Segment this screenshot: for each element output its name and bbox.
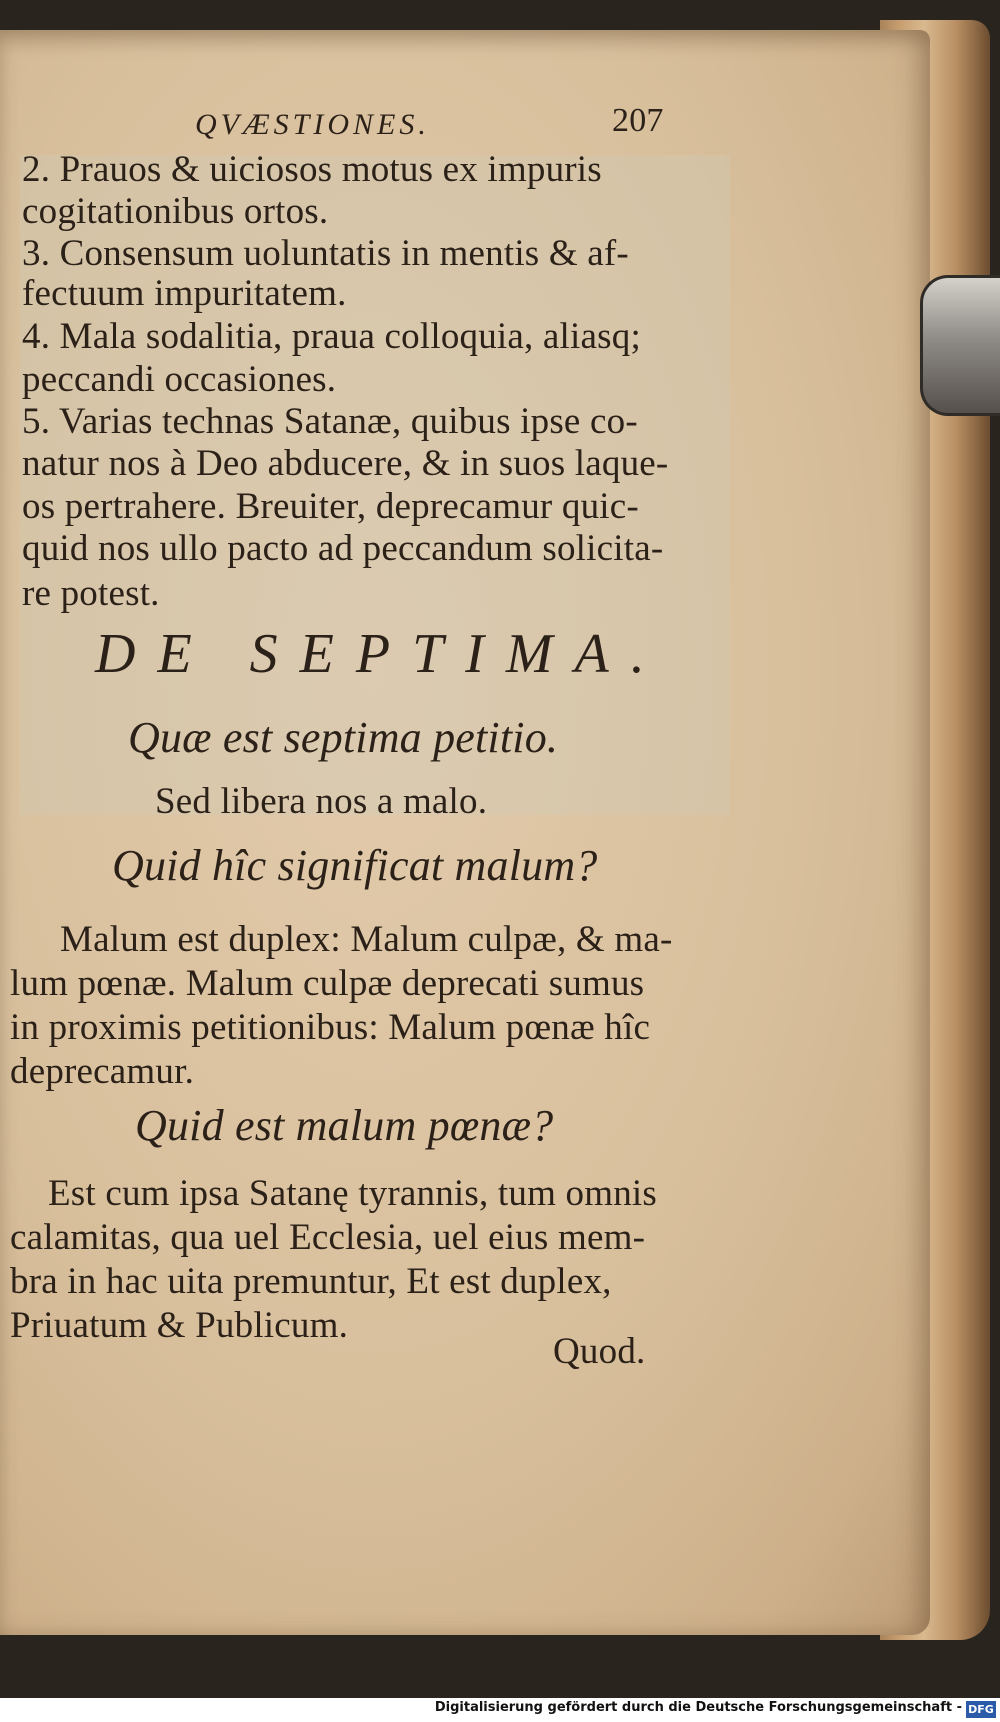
question-heading: Quid hîc significat malum? [112,841,598,890]
text-line: cogitationibus ortos. [22,191,329,232]
section-heading: DE SEPTIMA. [95,623,667,685]
footer-credit: Digitalisierung gefördert durch die Deutsche Forschungsgemeinschaft - [434,1700,962,1715]
text-line: os pertrahere. Breuiter, deprecamur quic- [22,486,639,527]
catchword: Quod. [553,1331,646,1372]
text-line: quid nos ullo pacto ad peccandum solicita- [22,528,664,569]
footer-bar [0,1698,1000,1722]
text-line: 3. Consensum uoluntatis in mentis & af- [22,233,629,274]
text-line: calamitas, qua uel Ecclesia, uel eius mem- [10,1217,646,1258]
page-clip [920,275,1000,416]
text-line: Est cum ipsa Satanę tyrannis, tum omnis [48,1173,657,1214]
text-line: 5. Varias technas Satanæ, quibus ipse co- [22,401,638,442]
question-heading: Quæ est septima petitio. [128,713,559,762]
text-line: re potest. [22,573,160,614]
running-head: QVÆSTIONES. [195,108,430,141]
text-line: lum pœnæ. Malum culpæ deprecati sumus [10,963,645,1004]
text-line: 2. Prauos & uiciosos motus ex impuris [22,149,602,190]
text-line: deprecamur. [10,1051,195,1092]
text-line: fectuum impuritatem. [22,273,347,314]
text-line: bra in hac uita premuntur, Et est duplex, [10,1261,612,1302]
text-line: peccandi occasiones. [22,359,337,400]
petition-line: Sed libera nos a malo. [155,781,488,822]
text-line: natur nos à Deo abducere, & in suos laque- [22,443,669,484]
page-number: 207 [612,102,664,139]
question-heading: Quid est malum pœnæ? [135,1101,554,1150]
text-line: Priuatum & Publicum. [10,1305,349,1346]
dfg-logo: DFG [966,1701,996,1718]
text-line: in proximis petitionibus: Malum pœnæ hîc [10,1007,651,1048]
text-line: 4. Mala sodalitia, praua colloquia, aliasq; [22,316,641,357]
text-line: Malum est duplex: Malum culpæ, & ma- [60,919,673,960]
